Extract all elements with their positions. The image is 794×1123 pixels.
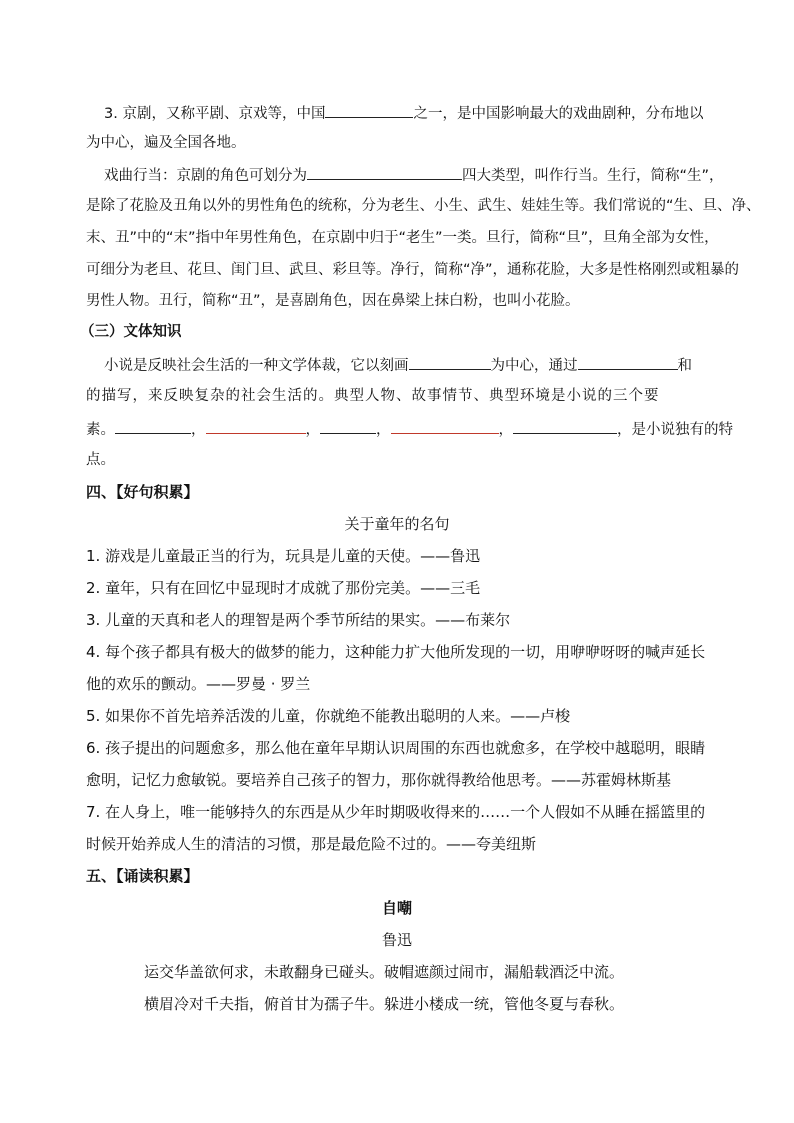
text: 戏曲行当：京剧的角色可划分为 [104,168,307,184]
comma: ， [191,422,206,438]
genre-line-1 [104,354,692,376]
quote-line: 1. 游戏是儿童最正当的行为，玩具是儿童的天使。——鲁迅 [86,547,481,565]
quotes-title: 关于童年的名句 [344,515,450,533]
genre-line-3 [86,418,733,440]
quote-line: 愈明，记忆力愈敏锐。要培养自己孩子的智力，那你就得教给他思考。——苏霍姆林斯基 [86,771,672,789]
text: 和 [677,358,692,374]
genre-line-2: 的描写，来反映复杂的社会生活的。典型人物、故事情节、典型环境是小说的三个要 [86,388,660,404]
quote-line: 4. 每个孩子都具有极大的做梦的能力，这种能力扩大他所发现的一切，用咿咿呀呀的喊声延长 [86,643,706,661]
opera-line-3 [104,164,724,186]
quote-line: 6. 孩子提出的问题愈多，那么他在童年早期认识周围的东西也就愈多，在学校中越聪明，眼睛 [86,739,706,757]
opera-line-7: 男性人物。丑行，简称“丑”，是喜剧角色，因在鼻梁上抹白粉，也叫小花脸。 [86,293,580,309]
comma: ， [305,422,320,438]
comma: ， [376,422,391,438]
text: 素。 [86,422,115,438]
text: 四大类型，叫作行当。生行，简称“生”， [462,168,724,184]
quote-line: 5. 如果你不首先培养活泼的儿童，你就绝不能教出聪明的人来。——卢梭 [86,707,571,725]
text: 3. 京剧，又称平剧、京戏等，中国 [104,106,326,122]
text: ，是小说独有的特 [617,422,733,438]
fill-blank[interactable] [578,354,678,370]
quote-line: 3. 儿童的天真和老人的理智是两个季节所结的果实。——布莱尔 [86,611,511,629]
section-heading-recite: 五、【诵读积累】 [86,867,199,885]
opera-line-1 [104,102,703,124]
poem-title: 自嘲 [381,899,412,917]
section-heading-quotes: 四、【好句积累】 [86,483,199,501]
comma: ， [498,422,513,438]
fill-blank[interactable] [206,418,306,434]
genre-line-4: 点。 [86,452,115,468]
fill-blank[interactable] [307,164,462,180]
fill-blank[interactable] [325,102,413,118]
fill-blank[interactable] [513,418,617,434]
quote-line: 时候开始养成人生的清洁的习惯，那是最危险不过的。——夸美纽斯 [86,835,537,853]
quote-line: 7. 在人身上，唯一能够持久的东西是从少年时期吸收得来的……一个人假如不从睡在摇篮里的 [86,803,706,821]
quote-line: 2. 童年，只有在回忆中显现时才成就了那份完美。——三毛 [86,579,481,597]
text: 之一，是中国影响最大的戏曲剧种，分布地以 [413,106,704,122]
opera-line-6: 可细分为老旦、花旦、闺门旦、武旦、彩旦等。净行，简称“净”，通称花脸，大多是性格刚烈或粗暴的 [86,262,740,278]
fill-blank[interactable] [409,354,491,370]
fill-blank[interactable] [391,418,499,434]
opera-line-5: 末、丑”中的“末”指中年男性角色，在京剧中归于“老生”一类。旦行，简称“旦”，旦角全部为女性， [86,230,719,246]
quote-line: 他的欢乐的颤动。——罗曼 · 罗兰 [86,675,311,693]
fill-blank[interactable] [320,418,376,434]
poem-line-1: 运交华盖欲何求，未敢翻身已碰头。破帽遮颜过闹市，漏船载酒泛中流。 [144,963,625,981]
text: 小说是反映社会生活的一种文学体裁，它以刻画 [104,358,409,374]
fill-blank[interactable] [115,418,191,434]
text: 为中心，通过 [490,358,578,374]
opera-line-4: 是除了花脸及丑角以外的男性角色的统称，分为老生、小生、武生、娃娃生等。我们常说的“生、旦、净、 [86,198,761,214]
poem-line-2: 横眉冷对千夫指，俯首甘为孺子牛。躲进小楼成一统，管他冬夏与春秋。 [144,995,625,1013]
poem-author: 鲁迅 [381,931,412,949]
opera-line-2: 为中心，遍及全国各地。 [86,135,246,151]
section-heading-genre: （三）文体知识 [80,324,182,340]
